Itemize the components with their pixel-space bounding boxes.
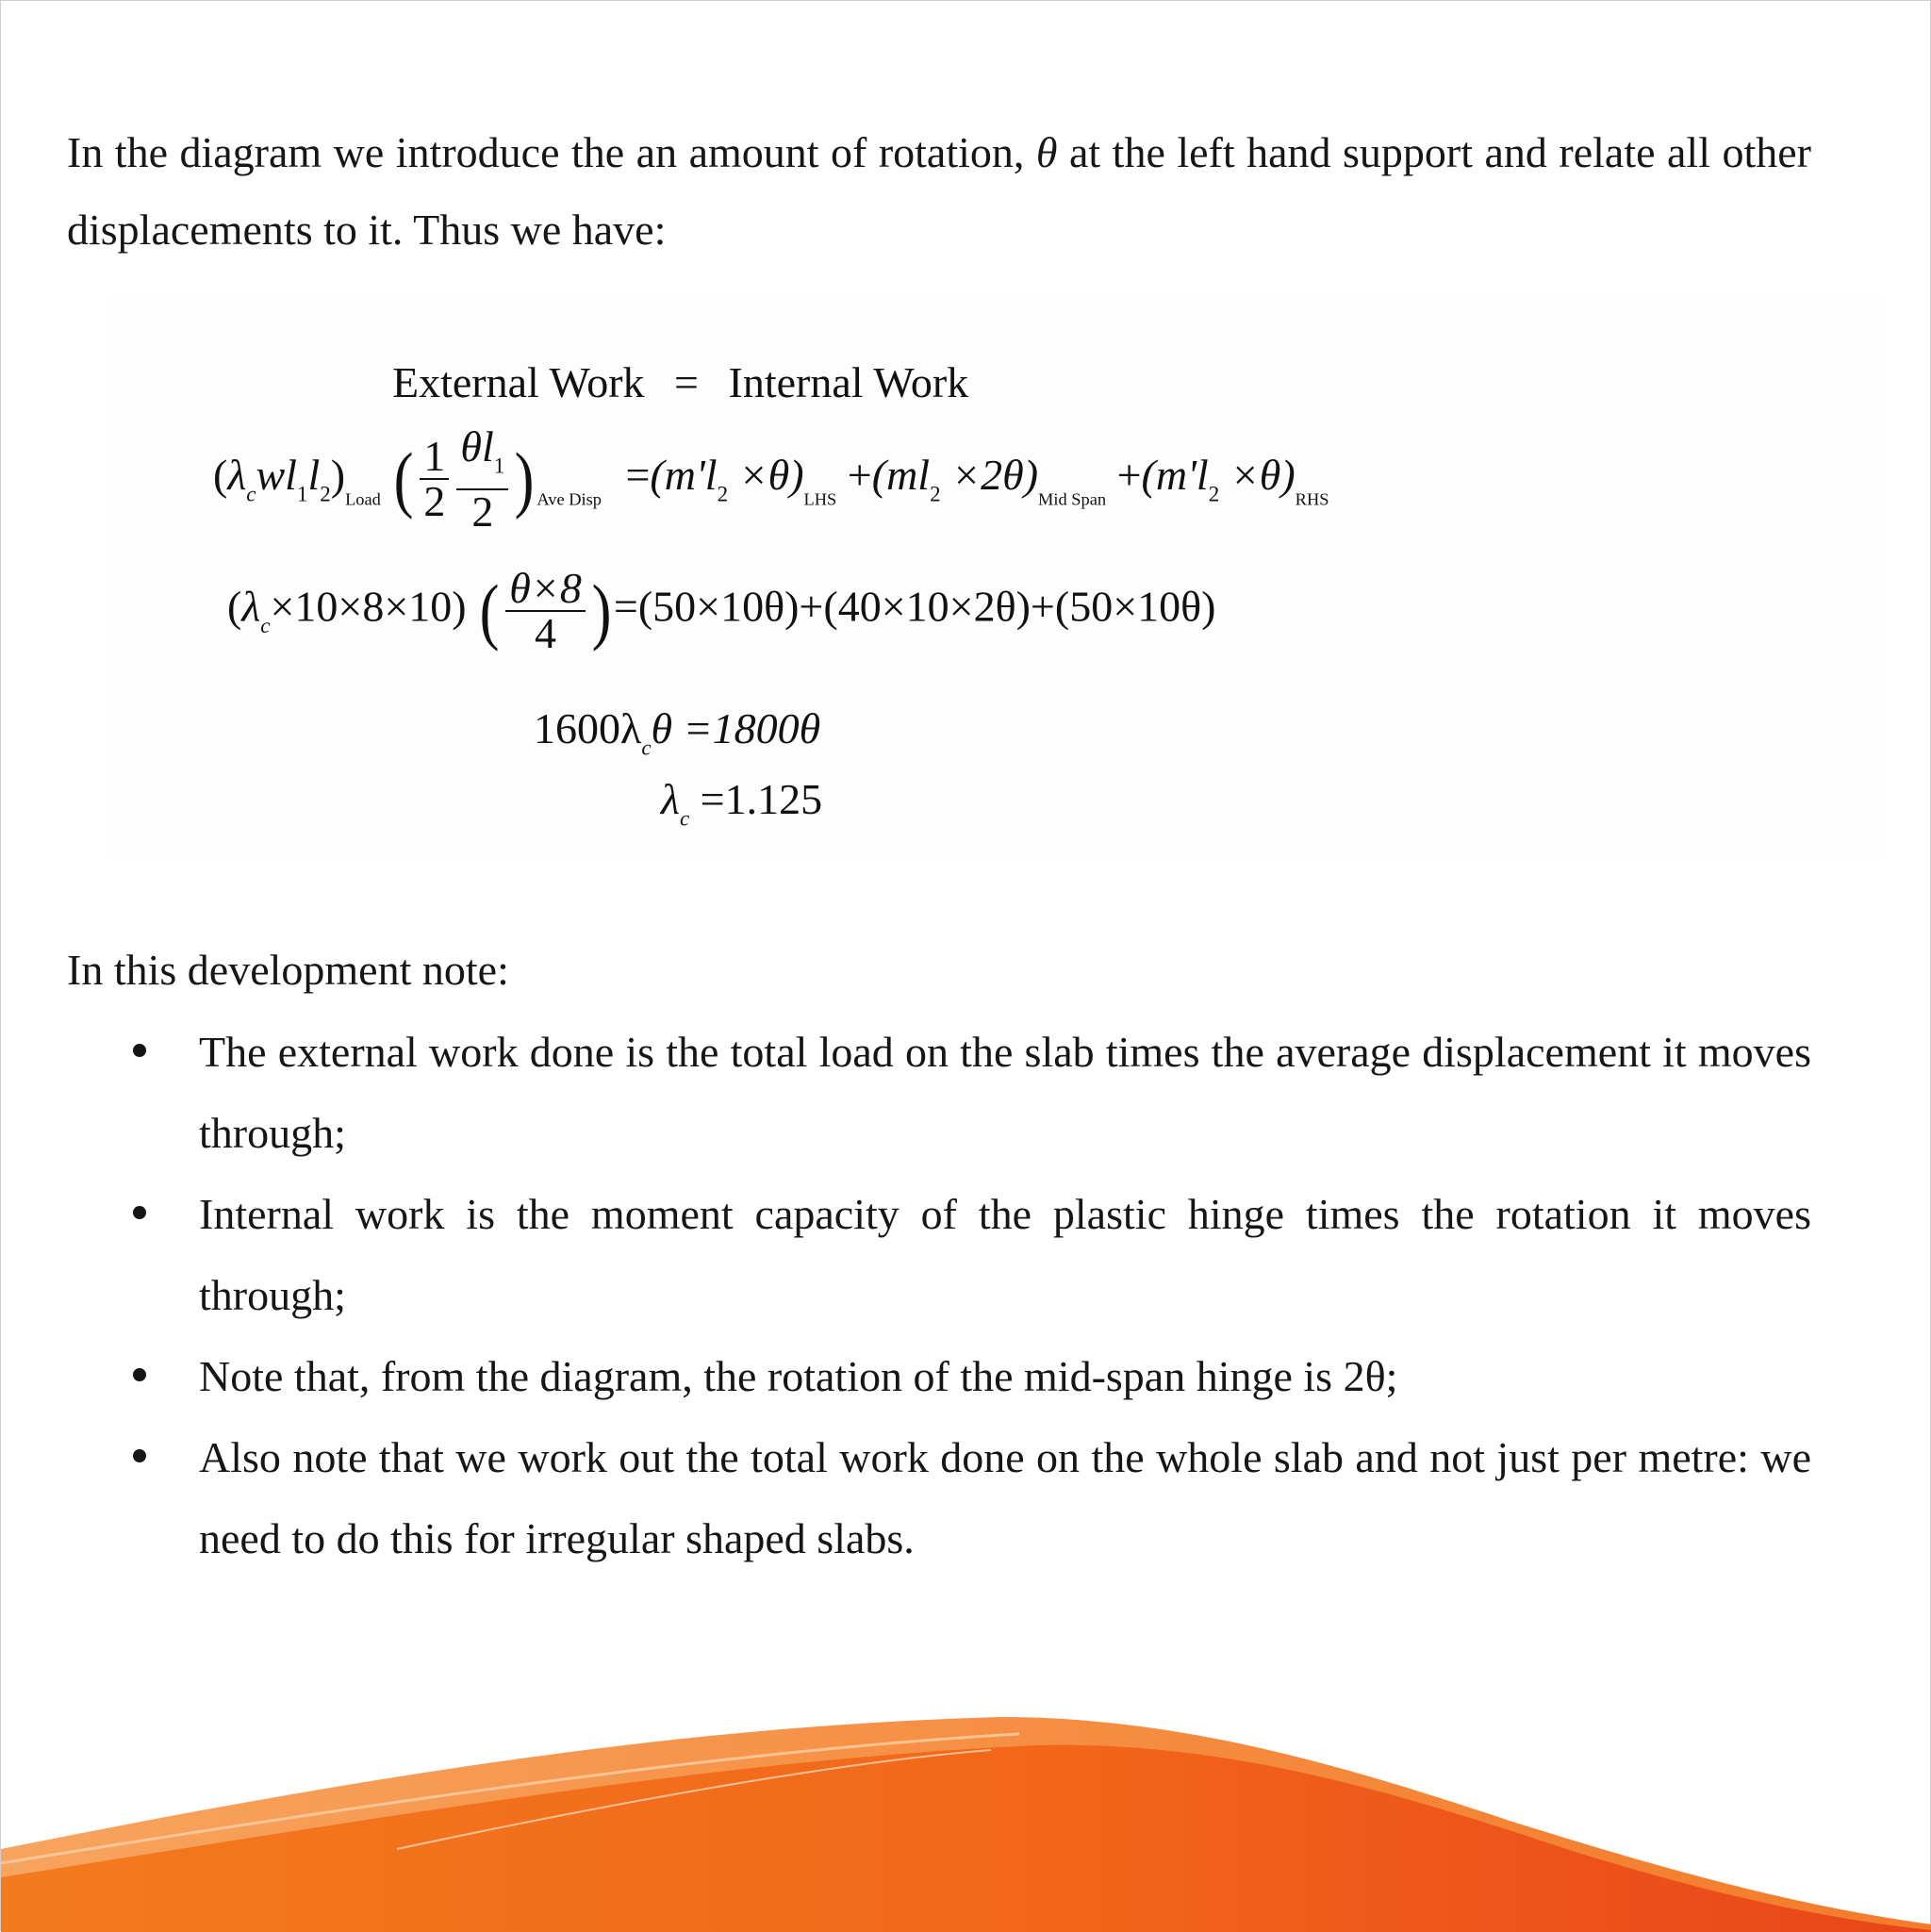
note-heading: In this development note: (67, 946, 509, 994)
numeric-load-term: ×10×8×10) (270, 582, 467, 631)
rhs-term: (m'l (1141, 450, 1209, 499)
bullet-icon (133, 1044, 146, 1057)
list-item: Also note that we work out the total work done on the whole slab and not just per metre: we need to do this for irregular shaped slabs. (67, 1417, 1811, 1579)
equation-line-general: $(\lambda_cwl_1l_2)_{Load}$ ( $\frac{1}{2}$ $\frac{\theta l_1}{2}$ ) $_{Ave Disp} =(m'l_2 \times\theta)_{LHS} +(ml_2 \times 2\theta)_{Mid Span} +(m'l_2 \times\theta)_{RHS}$ (213, 422, 1329, 536)
c-subscript: c (246, 482, 256, 506)
theta-l1-over-2-fraction: $\frac{\theta l_1}{2}$ (456, 425, 508, 534)
l1-symbol: l (285, 450, 297, 499)
rhs-subscript: RHS (1295, 489, 1329, 509)
l2-subscript: 2 (320, 482, 331, 506)
bullet-icon (133, 1449, 146, 1462)
notes-list (67, 1012, 1811, 1579)
internal-work-label: Internal Work (728, 358, 969, 406)
intro-paragraph (67, 114, 1811, 269)
lhs-subscript: LHS (803, 489, 837, 509)
lambda-symbol: λ (227, 450, 247, 499)
ave-disp-subscript: Ave Disp (536, 489, 602, 509)
equation-line-simplified: $1600\lambda_c\theta =1800\theta$ (534, 704, 821, 760)
equation-line-numeric: $(\lambda_c\times 10\times 8\times 10)$ ( $\frac{\theta\times 8}{4}$ )=(50×10θ)+(40×10×2θ)+(50×10θ) (227, 564, 1216, 657)
w-symbol: w (256, 450, 286, 499)
mid-span-subscript: Mid Span (1038, 489, 1107, 509)
l2-symbol: l (307, 450, 321, 499)
numeric-internal-work: =(50×10θ)+(40×10×2θ)+(50×10θ) (613, 582, 1216, 631)
theta-times-8-over-4-fraction: $\frac{\theta\times 8}{4}$ (505, 567, 586, 655)
equation-block (105, 293, 1887, 859)
l1-subscript: 1 (296, 482, 308, 506)
lambda-result: =1.125 (689, 775, 823, 823)
intro-text-start: In the diagram we introduce the an amount of rotation, (67, 128, 1036, 176)
lhs-term: (m'l (650, 450, 718, 499)
equals-sign: = (674, 358, 699, 406)
external-work-label: External Work (392, 358, 645, 406)
bullet-icon (133, 1368, 146, 1381)
load-subscript: Load (345, 489, 381, 509)
list-item: Internal work is the moment capacity of the plastic hinge times the rotation it moves through; (67, 1174, 1811, 1336)
orange-wave-decoration (1, 1660, 1931, 1932)
intro-text-end: at the left hand support and relate all other displacements to it. Thus we have: (67, 128, 1811, 254)
theta-symbol: θ (1035, 128, 1058, 176)
bullet-icon (133, 1206, 146, 1219)
half-fraction: $\frac{1}{2}$ (420, 435, 449, 523)
mid-span-term: (ml (871, 450, 931, 499)
list-item: Note that, from the diagram, the rotation of the mid-span hinge is 2θ; (67, 1336, 1811, 1417)
list-item: The external work done is the total load on the slab times the average displacement it moves through; (67, 1012, 1811, 1174)
equation-line-result: $\lambda_c =1.125$ (661, 775, 823, 831)
equation-line-work (392, 357, 968, 407)
